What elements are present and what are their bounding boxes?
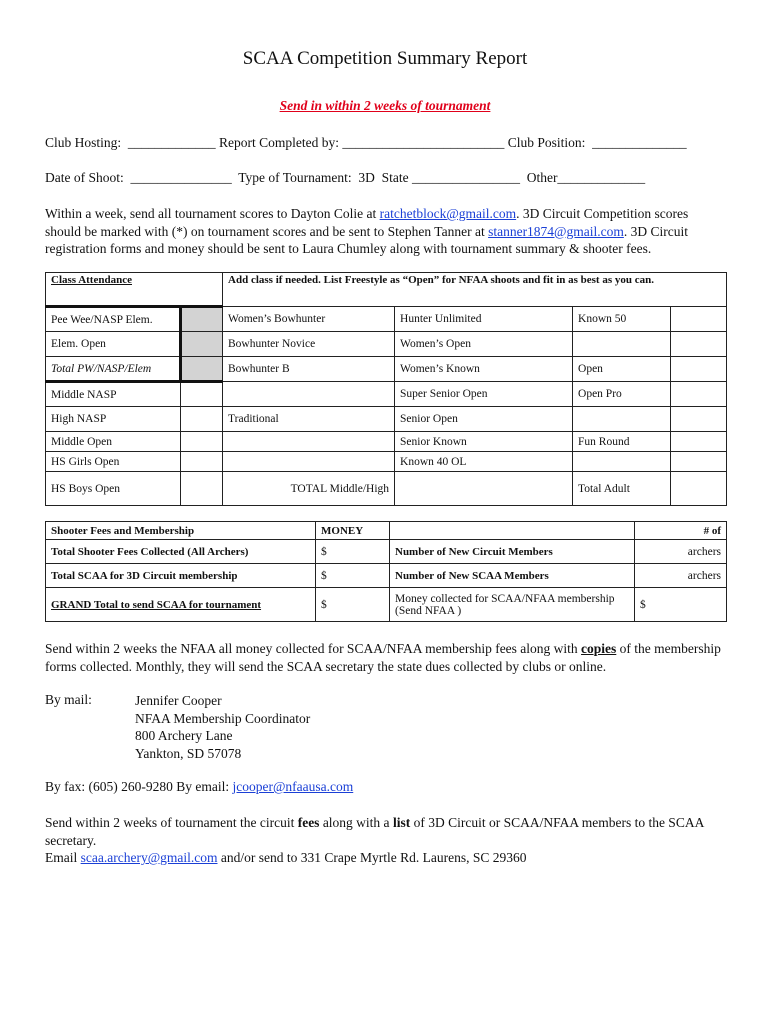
class-count[interactable] <box>671 357 727 382</box>
class-row <box>46 407 727 432</box>
circuit-text-2: along with a <box>319 815 393 830</box>
class-count[interactable] <box>181 357 223 382</box>
class-label: Senior Open <box>395 407 573 432</box>
fees-table <box>45 521 727 622</box>
class-label: Traditional <box>223 407 395 432</box>
nfaa-paragraph <box>45 640 725 675</box>
class-count[interactable] <box>671 472 727 506</box>
email-label: Email <box>45 850 81 865</box>
fees-text: fees <box>297 815 320 830</box>
fees-row-label: Total Shooter Fees Collected (All Archers) <box>46 540 316 564</box>
class-count[interactable] <box>181 472 223 506</box>
circuit-paragraph <box>45 814 725 867</box>
class-label <box>223 382 395 407</box>
mail-label: By mail: <box>45 692 92 707</box>
class-label: Hunter Unlimited <box>395 307 573 332</box>
class-label: Pee Wee/NASP Elem. <box>46 307 181 332</box>
copies-text: copies <box>581 641 617 656</box>
club-hosting-line: Club Hosting: _____________ Report Completed by: ________________________ Club Position: ______________ <box>45 135 687 150</box>
mail-role: NFAA Membership Coordinator <box>135 710 311 726</box>
class-label <box>573 332 671 357</box>
fax-line <box>45 779 353 795</box>
class-count[interactable] <box>671 332 727 357</box>
class-label: TOTAL Middle/High <box>223 472 395 506</box>
class-label: Fun Round <box>573 432 671 452</box>
page-title: SCAA Competition Summary Report <box>242 48 528 69</box>
list-text: list <box>392 815 411 830</box>
intro-paragraph <box>45 205 725 258</box>
class-count[interactable] <box>181 407 223 432</box>
intro-text-1: Within a week, send all tournament scores to Dayton Colie at <box>45 206 380 221</box>
class-label: High NASP <box>46 407 181 432</box>
class-count[interactable] <box>671 452 727 472</box>
class-label: Women’s Bowhunter <box>223 307 395 332</box>
circuit-text-3: of 3D Circuit or SCAA/NFAA members to the SCAA secretary. <box>45 815 704 848</box>
fees-row-desc: Money collected for SCAA/NFAA membership (Send NFAA ) <box>390 588 635 622</box>
class-label: Bowhunter B <box>223 357 395 382</box>
class-label: Open <box>573 357 671 382</box>
class-count[interactable] <box>671 382 727 407</box>
class-row <box>46 357 727 382</box>
fees-header-label: Shooter Fees and Membership <box>46 522 316 540</box>
fees-row <box>46 564 727 588</box>
class-label: Women’s Open <box>395 332 573 357</box>
class-label: Total PW/NASP/Elem <box>46 357 181 382</box>
class-label: Elem. Open <box>46 332 181 357</box>
class-count[interactable] <box>181 452 223 472</box>
fees-row-desc: Number of New SCAA Members <box>390 564 635 588</box>
fees-header-desc <box>390 522 635 540</box>
class-label: Middle NASP <box>46 382 181 407</box>
email-link-jcooper[interactable]: jcooper@nfaausa.com <box>232 779 354 794</box>
fees-row-count[interactable]: $ <box>635 588 727 622</box>
class-label <box>573 407 671 432</box>
fees-header-count: # of <box>635 522 727 540</box>
class-count[interactable] <box>671 307 727 332</box>
date-of-shoot-line: Date of Shoot: _______________ Type of Tournament: 3D State ________________ Other_____________ <box>45 170 646 185</box>
mail-name: Jennifer Cooper <box>135 693 222 708</box>
fees-header-money: MONEY <box>316 522 390 540</box>
class-attendance-table <box>45 272 727 506</box>
class-count[interactable] <box>181 307 223 332</box>
circuit-text-4: and/or send to 331 Crape Myrtle Rd. Laurens, SC 29360 <box>217 850 527 865</box>
email-link-dayton[interactable]: ratchetblock@gmail.com <box>379 206 517 221</box>
class-label: Total Adult <box>573 472 671 506</box>
nfaa-text-1: Send within 2 weeks the NFAA all money collected for SCAA/NFAA membership fees along with <box>45 641 582 656</box>
mail-street: 800 Archery Lane <box>135 728 233 743</box>
class-label: Super Senior Open <box>395 382 573 407</box>
class-label: Bowhunter Novice <box>223 332 395 357</box>
class-label: Middle Open <box>46 432 181 452</box>
class-row <box>46 432 727 452</box>
email-link-stephen[interactable]: stanner1874@gmail.com <box>488 223 624 239</box>
class-row <box>46 307 727 332</box>
class-table-header-row <box>46 273 727 307</box>
class-label <box>223 452 395 472</box>
class-row <box>46 332 727 357</box>
class-count[interactable] <box>181 332 223 357</box>
fees-row-desc: Number of New Circuit Members <box>390 540 635 564</box>
mail-address <box>135 692 310 762</box>
fees-row <box>46 540 727 564</box>
class-row <box>46 472 727 506</box>
fees-row-count[interactable]: archers <box>635 540 727 564</box>
class-count[interactable] <box>671 432 727 452</box>
class-row <box>46 452 727 472</box>
class-label: Senior Known <box>395 432 573 452</box>
email-link-scaa[interactable]: scaa.archery@gmail.com <box>80 850 218 865</box>
fees-row-label: GRAND Total to send SCAA for tournament <box>46 588 316 622</box>
class-label <box>395 472 573 506</box>
fees-header-row <box>46 522 727 540</box>
fees-row-money[interactable]: $ <box>316 540 390 564</box>
class-label: Known 50 <box>573 307 671 332</box>
circuit-text-1: Send within 2 weeks of tournament the circuit <box>45 815 298 830</box>
fees-row-money[interactable]: $ <box>316 564 390 588</box>
class-label: HS Boys Open <box>46 472 181 506</box>
fees-row-count[interactable]: archers <box>635 564 727 588</box>
class-label: HS Girls Open <box>46 452 181 472</box>
class-label <box>223 432 395 452</box>
class-attendance-header: Class Attendance <box>46 273 223 307</box>
add-class-header: Add class if needed. List Freestyle as “Open” for NFAA shoots and fit in as best as you can. <box>223 273 727 307</box>
intro-text-2: . 3D Circuit Competition scores should be marked with (*) on tournament scores and be sent to Stephen Tanner at <box>45 206 689 239</box>
class-label: Known 40 OL <box>395 452 573 472</box>
mail-city: Yankton, SD 57078 <box>135 745 242 761</box>
nfaa-text-2: of the membership forms collected. Monthly, they will send the SCAA secretary the state dues collected by clubs or online. <box>45 641 721 674</box>
fees-row-money[interactable]: $ <box>316 588 390 622</box>
class-label: Open Pro <box>573 382 671 407</box>
class-count[interactable] <box>181 382 223 407</box>
fees-row-label: Total SCAA for 3D Circuit membership <box>46 564 316 588</box>
class-row <box>46 382 727 407</box>
page-subtitle: Send in within 2 weeks of tournament <box>279 98 491 113</box>
class-label <box>573 452 671 472</box>
class-count[interactable] <box>181 432 223 452</box>
class-table-body <box>46 307 727 506</box>
fax-text: By fax: (605) 260-9280 By email: <box>45 779 233 794</box>
fees-row <box>46 588 727 622</box>
intro-text-3: . 3D Circuit registration forms and money should be sent to Laura Chumley along with tournament summary & shooter fees. <box>45 223 688 256</box>
class-count[interactable] <box>671 407 727 432</box>
class-label: Women’s Known <box>395 357 573 382</box>
